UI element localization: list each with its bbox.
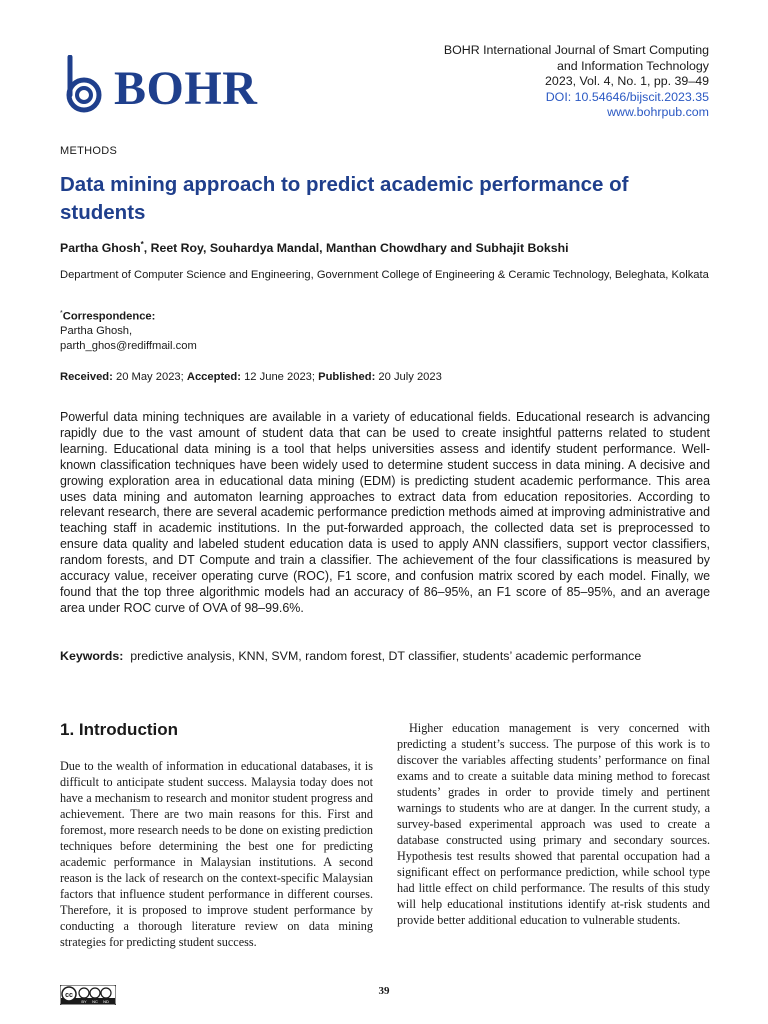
abstract: Powerful data mining techniques are available in a variety of educational fields. Educational research is advancing rapidly due to the vast amount of student data that can be used to create insightful patterns related to student learning. Educational data mining is a tool that helps universities assess and identify student performance. Well-known classification techniques have been widely used to determine student success in data mining. A decisive and growing exploration area in educational data mining (EDM) is predicting student academic performance. This area uses data mining and automaton learning approaches to extract data from education repositories. According to relevant research, there are several academic performance prediction methods aimed at improving administrative and teaching staff in academic institutions. In the put-forwarded approach, the collected data set is preprocessed to ensure data quality and labeled student education data is used to apply ANN classifiers, support vector classifiers, random forests, and DT Compute and train a classifier. The achievement of the four classifications is measured by accuracy value, receiver operating curve (ROC), F1 score, and confusion matrix scored by each model. Finally, we found that the top three algorithmic models had an accuracy of 86–95%, an F1 score of 85–95%, and an average area under ROC curve of OVA of 98–99.6%. xyxy=(60,410,710,615)
correspondence-marker: * xyxy=(60,310,63,317)
journal-name-line-2: and Information Technology xyxy=(556,58,709,73)
journal-volume: 2023, Vol. 4, No. 1, pp. 39–49 xyxy=(545,74,709,88)
received-date: 20 May 2023; xyxy=(112,371,187,383)
affiliation: Department of Computer Science and Engineering, Government College of Engineering & Ceramic Technology, Beleghata, Kolkata xyxy=(60,269,709,281)
co-authors: , Reet Roy, Souhardya Mandal, Manthan Chowdhary and Subhajit Bokshi xyxy=(143,241,569,256)
journal-name-line-1: BOHR International Journal of Smart Computing xyxy=(443,43,709,57)
page-number: 39 xyxy=(378,985,390,997)
keywords xyxy=(60,649,641,663)
paper-title: Data mining approach to predict academic performance of students xyxy=(60,173,629,224)
license-label-nd: ND xyxy=(103,999,109,1004)
svg-text:cc: cc xyxy=(65,992,73,999)
bohr-logo xyxy=(58,55,257,115)
intro-paragraph-left: Due to the wealth of information in educational databases, it is difficult to anticipate student success. Malaysia today does not have a mechanism to research and monitor student progress and achievement. There are two main reasons for this. First and foremost, more research needs to be done on existing prediction techniques before determining the best one for predicting academic performance in Malaysian institutions. A second reason is the lack of research on the context-specific Malaysian factors that influence student performance in different courses. Therefore, it is proposed to improve student performance by conducting a thorough literature review on data mining strategies for predicting student success. xyxy=(60,759,373,949)
intro-paragraph-right: Higher education management is very concerned with predicting a student’s success. The purpose of this work is to discover the variables affecting students’ performance on final exams and to create a suitable data mining method to forecast students’ grades in order to provide timely and pertinent warnings to students who are at danger. In the current study, a survey-based experimental approach was used to create a database constructed using primary and secondary sources. Hypothesis test results showed that parental occupation had a significant effect on performance prediction, while school type had little effect on child performance. The results of this study will help educational institutions identify at-risk students and provide better additional education to vulnerable students. xyxy=(397,721,710,927)
keywords-text: predictive analysis, KNN, SVM, random forest, DT classifier, students’ academic performance xyxy=(130,649,642,663)
section-label: METHODS xyxy=(60,145,118,157)
license-label-by: BY xyxy=(81,999,87,1004)
correspondence-label: Correspondence: xyxy=(62,310,156,323)
keywords-label: Keywords: xyxy=(60,649,124,663)
website-link[interactable]: www.bohrpub.com xyxy=(607,105,709,119)
section-heading-introduction: 1. Introduction xyxy=(60,720,179,739)
received-label: Received: xyxy=(60,371,113,383)
accepted-date: 12 June 2023; xyxy=(240,371,319,383)
license-label-nc: NC xyxy=(92,999,98,1004)
corresponding-marker: * xyxy=(140,240,144,249)
journal-info xyxy=(444,43,709,121)
correspondence-email[interactable]: parth_ghos@rediffmail.com xyxy=(60,339,197,352)
author-list xyxy=(60,240,569,255)
logo-wordmark: BOHR xyxy=(114,62,258,115)
publication-dates xyxy=(60,371,442,383)
bohr-logo-icon xyxy=(58,55,110,115)
accepted-label: Accepted: xyxy=(186,371,241,383)
published-label: Published: xyxy=(318,371,376,383)
corresponding-author: Partha Ghosh xyxy=(60,241,141,256)
correspondence xyxy=(60,307,197,353)
correspondence-name: Partha Ghosh, xyxy=(60,325,133,338)
published-date: 20 July 2023 xyxy=(375,371,442,383)
doi-link[interactable]: DOI: 10.54646/bijscit.2023.35 xyxy=(545,89,709,104)
